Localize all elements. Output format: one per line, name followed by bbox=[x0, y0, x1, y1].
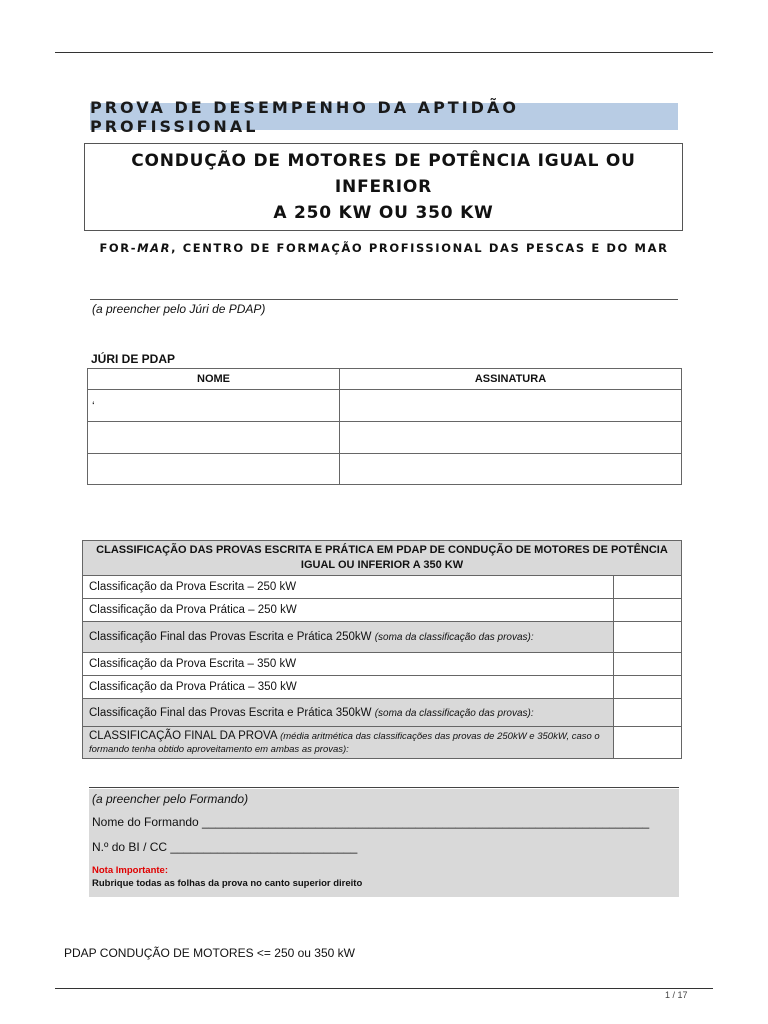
row-final-350-label bbox=[83, 699, 614, 727]
jury-row3-name[interactable] bbox=[88, 454, 340, 485]
jury-row1-mark: ‘ bbox=[92, 398, 95, 413]
jury-label: JÚRI DE PDAP bbox=[91, 352, 176, 366]
important-label: Nota Importante: bbox=[92, 865, 168, 876]
institution-suffix: , CENTRO DE FORMAÇÃO PROFISSIONAL DAS PESCAS E DO MAR bbox=[171, 241, 669, 255]
jury-col-signature: ASSINATURA bbox=[340, 369, 682, 390]
trainee-name-row[interactable] bbox=[89, 811, 679, 835]
institution-prefix: FOR- bbox=[99, 241, 138, 255]
main-title-box bbox=[84, 143, 683, 231]
trainee-rule bbox=[89, 787, 679, 788]
row-written-350-value[interactable] bbox=[614, 653, 682, 676]
important-text: Rubrique todas as folhas da prova no canto superior direito bbox=[92, 878, 363, 889]
jury-col-name: NOME bbox=[88, 369, 340, 390]
row-final-250-note: (soma da classificação das provas): bbox=[374, 632, 534, 643]
row-final-250-label bbox=[83, 622, 614, 653]
page-number: 1 / 17 bbox=[665, 990, 688, 1000]
row-final-exam-label bbox=[83, 727, 614, 759]
classification-table bbox=[82, 540, 682, 759]
jury-row1-signature[interactable] bbox=[340, 390, 682, 422]
row-written-350-label: Classificação da Prova Escrita – 350 kW bbox=[83, 653, 614, 676]
row-practical-250-value[interactable] bbox=[614, 599, 682, 622]
row-practical-250-label: Classificação da Prova Prática – 250 kW bbox=[83, 599, 614, 622]
jury-row2-name[interactable] bbox=[88, 422, 340, 454]
trainee-fill-note: (a preencher pelo Formando) bbox=[92, 792, 249, 806]
institution-line bbox=[60, 241, 708, 255]
row-final-250-value[interactable] bbox=[614, 622, 682, 653]
row-practical-350-label: Classificação da Prova Prática – 350 kW bbox=[83, 676, 614, 699]
row-practical-350-value[interactable] bbox=[614, 676, 682, 699]
trainee-fill-row bbox=[89, 789, 679, 811]
header-rule bbox=[55, 52, 713, 53]
row-final-350-note: (soma da classificação das provas): bbox=[374, 707, 534, 719]
trainee-id-field[interactable]: N.º do BI / CC ____________________________ bbox=[92, 840, 358, 854]
row-written-250-label: Classificação da Prova Escrita – 250 kW bbox=[83, 576, 614, 599]
row-final-exam-value[interactable] bbox=[614, 727, 682, 759]
institution-italic: MAR bbox=[137, 241, 172, 255]
jury-fill-rule bbox=[90, 299, 678, 300]
jury-fill-note: (a preencher pelo Júri de PDAP) bbox=[92, 302, 266, 316]
jury-row2-signature[interactable] bbox=[340, 422, 682, 454]
trainee-name-field[interactable]: Nome do Formando ___________________________________________________________________ bbox=[92, 815, 650, 829]
trainee-id-row[interactable] bbox=[89, 835, 679, 861]
main-title-line2: A 250 KW OU 350 KW bbox=[273, 203, 494, 223]
jury-table bbox=[87, 368, 682, 485]
classification-header: CLASSIFICAÇÃO DAS PROVAS ESCRITA E PRÁTICA EM PDAP DE CONDUÇÃO DE MOTORES DE POTÊNCIA IGUAL OU INFERIOR A 350 KW bbox=[83, 541, 682, 576]
row-final-exam-main: CLASSIFICAÇÃO FINAL DA PROVA bbox=[89, 729, 281, 742]
row-final-350-main: Classificação Final das Provas Escrita e Prática 350kW bbox=[89, 706, 375, 719]
jury-row3-signature[interactable] bbox=[340, 454, 682, 485]
banner-title: PROVA DE DESEMPENHO DA APTIDÃO PROFISSIONAL bbox=[90, 103, 678, 130]
row-final-350-value[interactable] bbox=[614, 699, 682, 727]
row-written-250-value[interactable] bbox=[614, 576, 682, 599]
footer-text: PDAP CONDUÇÃO DE MOTORES <= 250 ou 350 kW bbox=[64, 946, 355, 960]
jury-row1-name[interactable] bbox=[88, 390, 340, 422]
row-final-exam-note: (média aritmética das classificações das provas de 250kW e 350kW, caso o formando tenha obtido aproveitamento em ambas as provas): bbox=[89, 730, 600, 755]
trainee-section bbox=[89, 789, 679, 897]
row-final-250-main: Classificação Final das Provas Escrita e Prática 250kW bbox=[89, 631, 375, 643]
important-note-row bbox=[89, 861, 679, 897]
main-title-line1: CONDUÇÃO DE MOTORES DE POTÊNCIA IGUAL OU INFERIOR bbox=[131, 151, 636, 197]
footer-rule bbox=[55, 988, 713, 989]
